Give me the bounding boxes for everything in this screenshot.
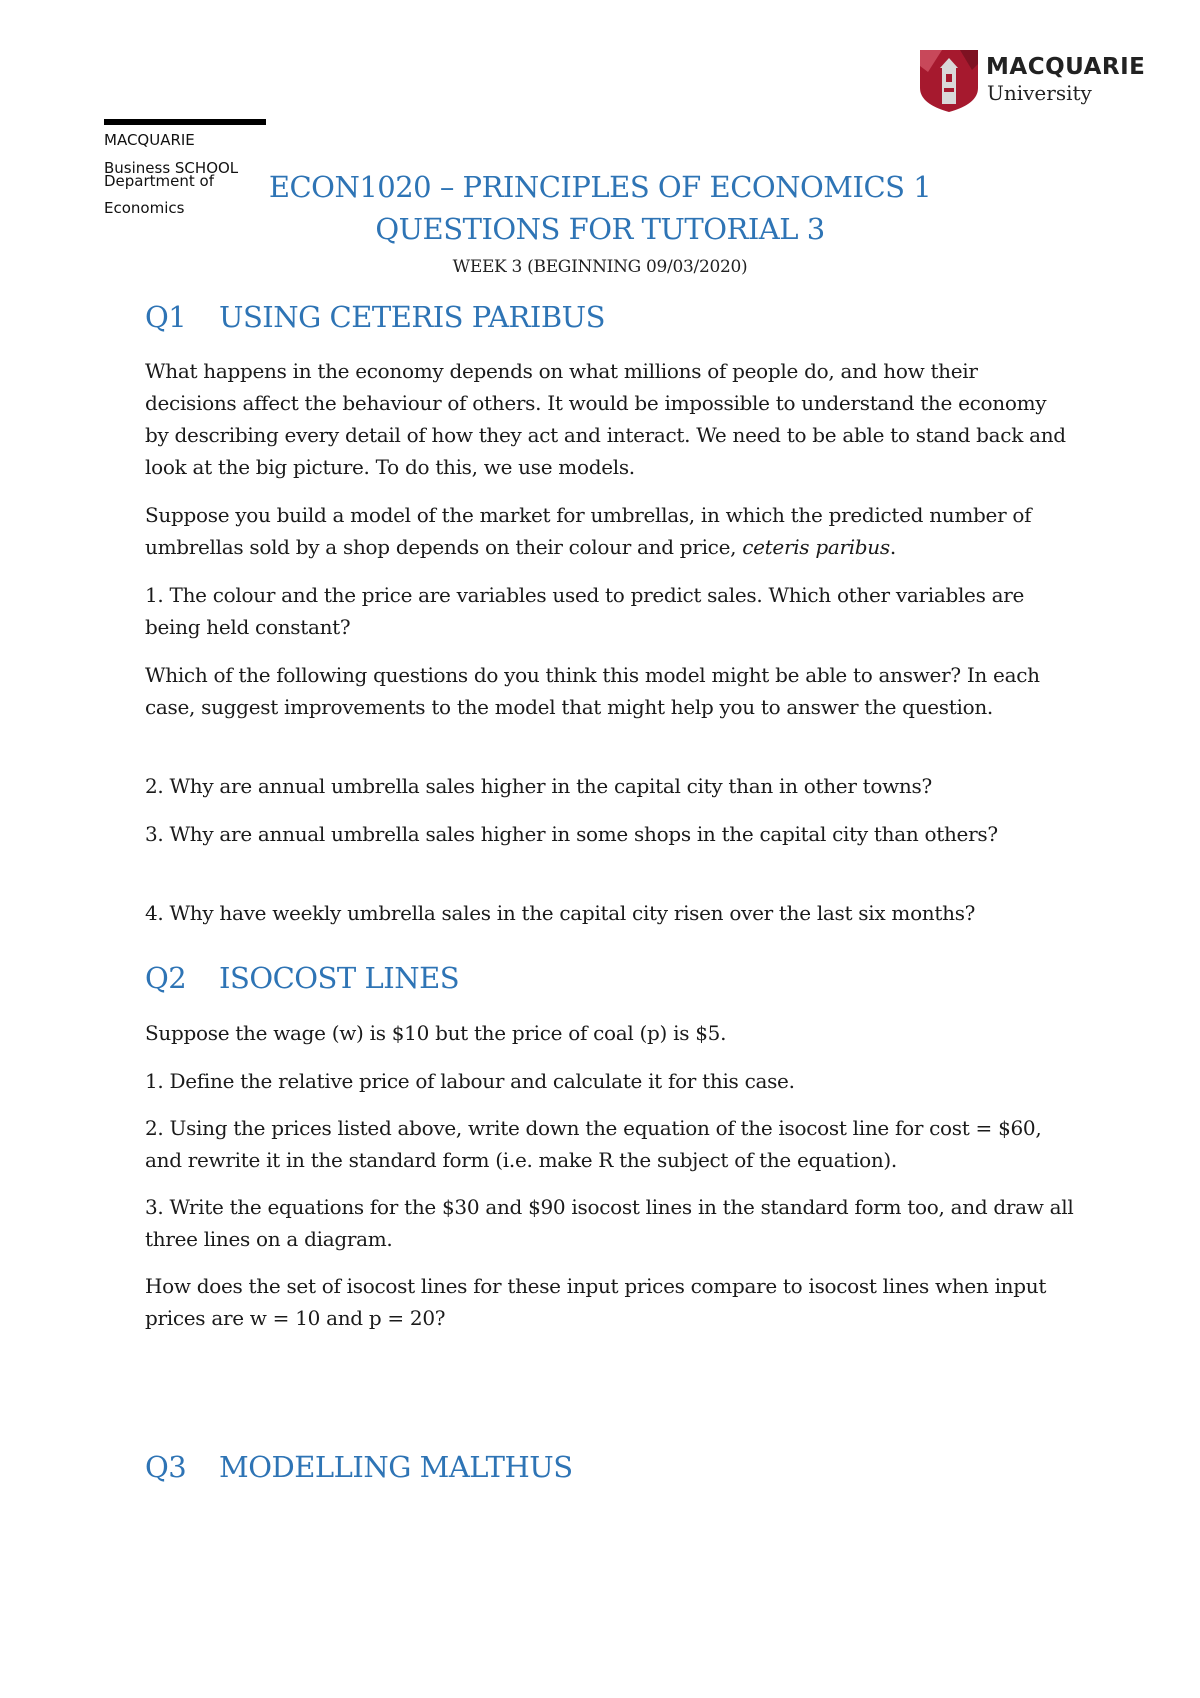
- university-shield-icon: [920, 50, 978, 112]
- q1-item-4: 4. Why have weekly umbrella sales in the capital city risen over the last six months?: [145, 901, 976, 925]
- q2-title: ISOCOST LINES: [219, 961, 460, 995]
- q1-item-3: 3. Why are annual umbrella sales higher in some shops in the capital city than others?: [145, 822, 998, 846]
- q1-heading: [145, 300, 605, 334]
- q1-setup-end: .: [889, 535, 896, 559]
- document-title: ECON1020 – PRINCIPLES OF ECONOMICS 1: [268, 170, 932, 204]
- q2-intro: Suppose the wage (w) is $10 but the price of coal (p) is $5.: [145, 1021, 727, 1045]
- q3-number: Q3: [145, 1450, 187, 1484]
- q1-number: Q1: [145, 300, 187, 334]
- q3-title: MODELLING MALTHUS: [219, 1450, 573, 1484]
- q1-setup-italic: ceteris paribus: [742, 535, 890, 559]
- logo-name-line1: MACQUARIE: [986, 54, 1146, 80]
- school-line4: Economics: [104, 199, 185, 217]
- q1-prompt: Which of the following questions do you think this model might be able to answer? In each case, suggest improvements to the model that might help you to answer the question.: [145, 663, 1040, 719]
- q2-item-3: 3. Write the equations for the $30 and $90 isocost lines in the standard form too, and draw all three lines on a diagram.: [145, 1195, 1074, 1251]
- logo-name-line2: University: [987, 81, 1092, 105]
- q2-number: Q2: [145, 961, 187, 995]
- q3-heading: [145, 1450, 573, 1484]
- q1-item-1: 1. The colour and the price are variables used to predict sales. Which other variables are being held constant?: [145, 583, 1025, 639]
- q1-title: USING CETERIS PARIBUS: [219, 300, 605, 334]
- macquarie-university-logo: [920, 48, 1146, 116]
- q1-item-2: 2. Why are annual umbrella sales higher in the capital city than in other towns?: [145, 774, 932, 798]
- school-line2: Business SCHOOL: [104, 159, 239, 177]
- school-line3: Department of: [104, 172, 214, 190]
- q1-setup: [145, 499, 1075, 563]
- document-week: WEEK 3 (BEGINNING 09/03/2020): [452, 257, 748, 277]
- q1-setup-text: Suppose you build a model of the market for umbrellas, in which the predicted number of umbrellas sold by a shop depends on their colour and price,: [145, 503, 1032, 559]
- document-subtitle: QUESTIONS FOR TUTORIAL 3: [375, 212, 825, 246]
- q2-heading: [145, 961, 459, 995]
- school-rule: [104, 119, 266, 125]
- school-line1: MACQUARIE: [104, 131, 195, 149]
- q2-item-1: 1. Define the relative price of labour and calculate it for this case.: [145, 1069, 795, 1093]
- q1-intro: What happens in the economy depends on what millions of people do, and how their decisions affect the behaviour of others. It would be impossible to understand the economy by describing every detail of how they act and interact. We need to be able to stand back and look at the big picture. To do this, we use models.: [145, 359, 1066, 479]
- q2-item-2: 2. Using the prices listed above, write down the equation of the isocost line for cost = $60, and rewrite it in the standard form (i.e. make R the subject of the equation).: [145, 1116, 1042, 1172]
- q2-followup: How does the set of isocost lines for these input prices compare to isocost lines when input prices are w = 10 and p = 20?: [145, 1274, 1047, 1330]
